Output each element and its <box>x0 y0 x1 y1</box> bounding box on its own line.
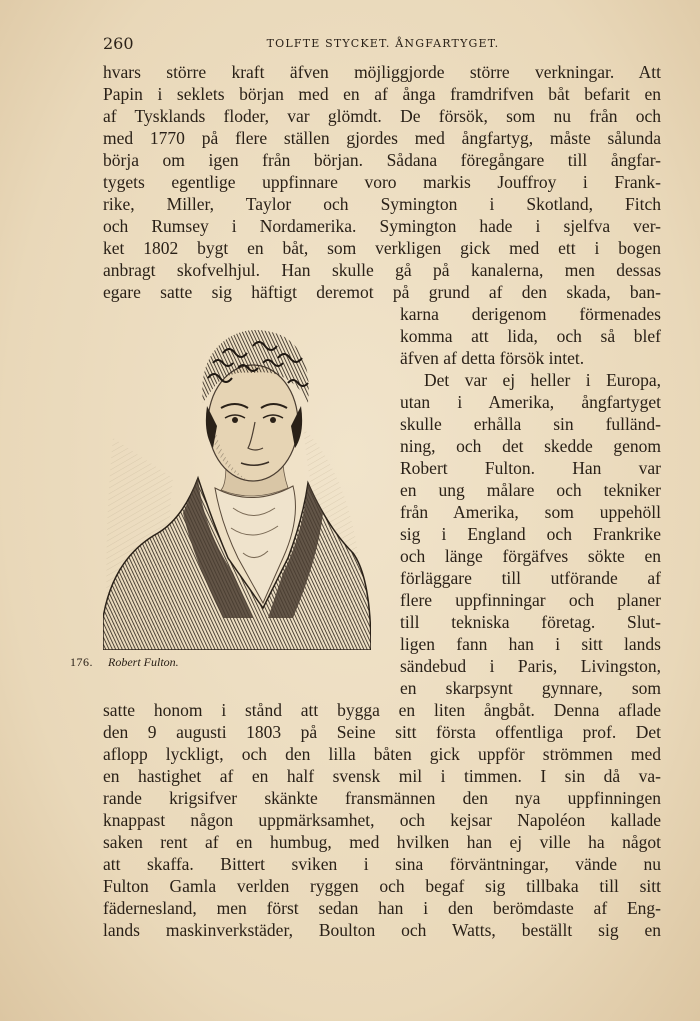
text-line: en skarpsynt gynnare, som <box>400 678 661 698</box>
text-line: ket 1802 bygt en båt, som verkligen gick med ett i bogen <box>103 238 661 258</box>
text-line: att skaffa. Bittert sviken i sina förväntningar, vände nu <box>103 854 661 874</box>
text-line: anbragt skofvelhjul. Han skulle gå på kanalerna, men dessas <box>103 260 661 280</box>
text-line: ning, och det skedde genom <box>400 436 661 456</box>
figure-caption <box>70 655 310 670</box>
text-line: fädernesland, men först sedan han i den berömdaste af Eng- <box>103 898 661 918</box>
figure-caption-text: Robert Fulton. <box>108 655 179 669</box>
running-head: TOLFTE STYCKET. ÅNGFARTYGET. <box>266 37 500 50</box>
text-line: satte honom i stånd att bygga en liten ångbåt. Denna aflade <box>103 700 661 720</box>
text-line: börja om igen från början. Sådana föregångare till ångfar- <box>103 150 661 170</box>
text-line: af Tysklands floder, var glömdt. De försök, som nu från och <box>103 106 661 126</box>
text-line: Det var ej heller i Europa, <box>424 370 661 390</box>
text-line: och Rumsey i Nordamerika. Symington hade i sjelfva ver- <box>103 216 661 236</box>
portrait-figure <box>103 318 371 650</box>
text-line: förläggare till utförande af <box>400 568 661 588</box>
text-line: med 1770 på flere ställen gjordes med ångfartyg, måste sålunda <box>103 128 661 148</box>
page-number: 260 <box>103 34 134 53</box>
text-line: aflopp lyckligt, och den lilla båten gick uppför strömmen med <box>103 744 661 764</box>
text-line: till tekniska företag. Slut- <box>400 612 661 632</box>
text-line: en hastighet af en half svensk mil i timmen. I sin då va- <box>103 766 661 786</box>
text-line: rande krigsifver skänkte fransmännen den nya uppfinningen <box>103 788 661 808</box>
text-line: karna derigenom förmenades <box>400 304 661 324</box>
text-line: rike, Miller, Taylor och Symington i Skotland, Fitch <box>103 194 661 214</box>
figure-number: 176. <box>70 655 93 669</box>
text-line: utan i Amerika, ångfartyget <box>400 392 661 412</box>
text-line: sändebud i Paris, Livingston, <box>400 656 661 676</box>
text-line: flere uppfinningar och planer <box>400 590 661 610</box>
text-line: skulle erhålla sin fulländ- <box>400 414 661 434</box>
robert-fulton-portrait <box>103 318 371 650</box>
text-line: en ung målare och tekniker <box>400 480 661 500</box>
text-line: äfven af detta försök intet. <box>400 348 585 368</box>
text-line: komma att lida, och så blef <box>400 326 661 346</box>
text-line: Robert Fulton. Han var <box>400 458 661 478</box>
text-line: lands maskinverkstäder, Boulton och Watts, beställt sig en <box>103 920 661 940</box>
text-line: egare satte sig häftigt deremot på grund af den skada, ban- <box>103 282 661 302</box>
text-line: hvars större kraft äfven möjliggjorde större verkningar. Att <box>103 62 661 82</box>
page-header <box>103 34 663 54</box>
text-line: Fulton Gamla verlden ryggen och begaf sig tillbaka till sitt <box>103 876 661 896</box>
text-line: Papin i seklets början med en af ånga framdrifven båt befarit en <box>103 84 661 104</box>
text-line: och länge förgäfves sökte en <box>400 546 661 566</box>
text-line: ligen fann han i sitt lands <box>400 634 661 654</box>
text-line: från Amerika, som uppehöll <box>400 502 661 522</box>
text-line: sig i England och Frankrike <box>400 524 661 544</box>
text-line: den 9 augusti 1803 på Seine sitt första offentliga prof. Det <box>103 722 661 742</box>
text-line: tygets egentlige uppfinnare voro markis Jouffroy i Frank- <box>103 172 661 192</box>
text-line: saken rent af en humbug, med hvilken han ej ville ha något <box>103 832 661 852</box>
text-line: knappast någon uppmärksamhet, och kejsar Napoléon kallade <box>103 810 661 830</box>
